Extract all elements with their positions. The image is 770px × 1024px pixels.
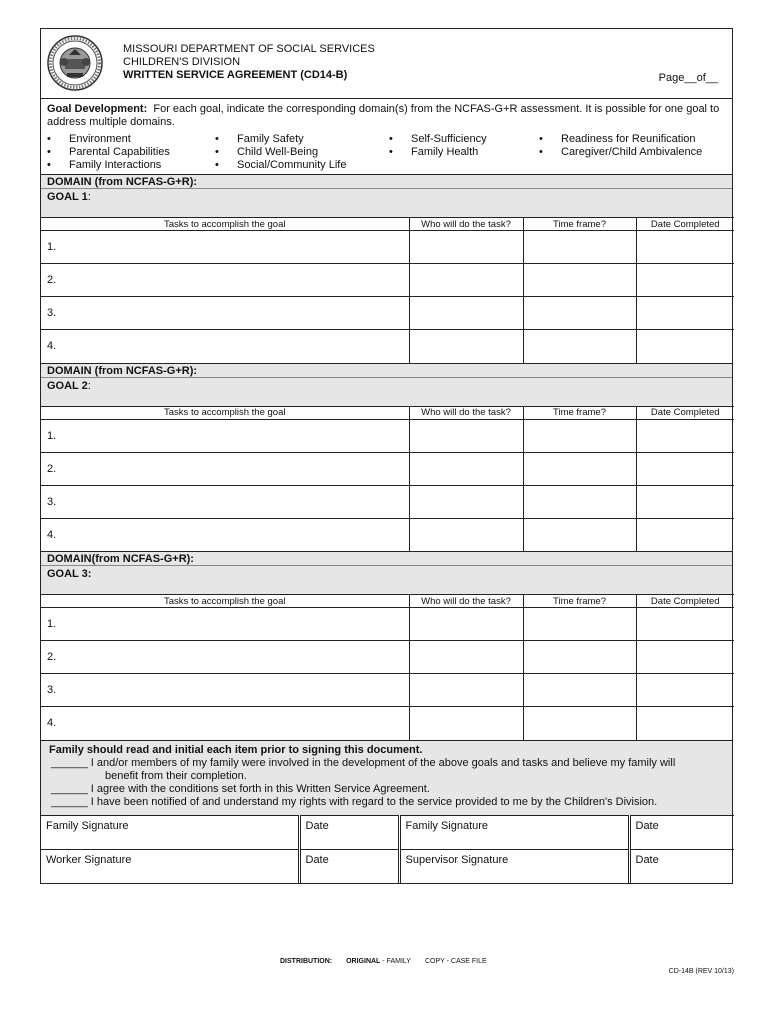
task-cell[interactable]: 3. [41,485,409,518]
time-frame-cell[interactable] [523,231,636,264]
date-completed-cell[interactable] [636,231,734,264]
table-row [41,264,734,297]
goal-3-field[interactable] [41,566,732,594]
domain-column-4 [539,133,702,172]
task-cell[interactable]: 1. [41,231,409,264]
date-completed-cell[interactable] [636,707,734,740]
date-completed-cell[interactable] [636,641,734,674]
time-frame-cell[interactable] [523,330,636,363]
date-completed-cell[interactable] [636,330,734,363]
goal-development-label: Goal Development: [47,103,148,115]
who-cell[interactable] [409,452,523,485]
column-header-who: Who will do the task? [409,218,523,231]
table-row [41,608,734,641]
time-frame-cell[interactable] [523,641,636,674]
goal-3-domain-field[interactable]: DOMAIN(from NCFAS-G+R): [41,552,732,566]
date-completed-cell[interactable] [636,608,734,641]
domain-column-1 [47,133,215,172]
goal-1-section [41,174,732,363]
goal-1-domain-field[interactable]: DOMAIN (from NCFAS-G+R): [41,175,732,189]
family-signature-field-1[interactable]: Family Signature [41,815,299,849]
missouri-state-seal-icon [47,35,103,91]
goal-2-field[interactable] [41,378,732,406]
task-cell[interactable]: 1. [41,608,409,641]
domain-option: • Environment [47,133,215,146]
who-cell[interactable] [409,485,523,518]
task-cell[interactable]: 3. [41,297,409,330]
table-row [41,674,734,707]
domain-option: • Social/Community Life [215,159,389,172]
column-header-who: Who will do the task? [409,406,523,419]
goal-3-task-table [41,594,734,740]
time-frame-cell[interactable] [523,674,636,707]
column-header-time-frame: Time frame? [523,218,636,231]
date-completed-cell[interactable] [636,485,734,518]
acknowledgement-initial-item-2[interactable]: ______ I agree with the conditions set forth in this Written Service Agreement. [51,782,430,795]
table-row [41,297,734,330]
column-header-date-completed: Date Completed [636,406,734,419]
time-frame-cell[interactable] [523,419,636,452]
form-header [41,29,732,99]
column-header-time-frame: Time frame? [523,595,636,608]
family-signature-field-2[interactable]: Family Signature [399,815,629,849]
task-cell[interactable]: 2. [41,452,409,485]
column-header-tasks: Tasks to accomplish the goal [41,406,409,419]
goal-1-field[interactable] [41,189,732,217]
division-name: CHILDREN'S DIVISION [123,56,241,68]
form-title: WRITTEN SERVICE AGREEMENT (CD14-B) [123,69,348,81]
goal-2-domain-field[interactable]: DOMAIN (from NCFAS-G+R): [41,364,732,378]
table-row [41,485,734,518]
distribution-label: DISTRIBUTION: [280,958,333,965]
task-cell[interactable]: 2. [41,264,409,297]
table-row [41,452,734,485]
task-cell[interactable]: 4. [47,528,57,541]
task-cell[interactable]: 2. [41,641,409,674]
time-frame-cell[interactable] [523,608,636,641]
department-name: MISSOURI DEPARTMENT OF SOCIAL SERVICES [123,43,375,55]
time-frame-cell[interactable] [523,485,636,518]
who-cell[interactable] [409,264,523,297]
goal-2-suffix: : [87,379,91,392]
table-row [41,707,734,740]
task-cell[interactable]: 4. [47,340,57,353]
domain-options-list [41,131,732,174]
who-cell[interactable] [409,330,523,363]
acknowledgement-item-1-continued: benefit from their completion. [105,769,247,782]
domain-column-3 [389,133,539,172]
goal-development-text: For each goal, indicate the corresponding domain(s) from the NCFAS-G+R assessment. It is possible for one goal to address multiple domains. [47,103,720,128]
distribution-copy-text: COPY - CASE FILE [424,958,487,965]
date-completed-cell[interactable] [636,452,734,485]
domain-option: • Family Safety [215,133,389,146]
date-completed-cell[interactable] [636,264,734,297]
time-frame-cell[interactable] [523,264,636,297]
column-header-date-completed: Date Completed [636,218,734,231]
domain-option: • Parental Capabilities [47,146,215,159]
table-row [41,641,734,674]
who-cell[interactable] [409,707,523,740]
date-completed-cell[interactable] [636,297,734,330]
goal-3-label: GOAL 3: [47,568,92,580]
time-frame-cell[interactable] [523,707,636,740]
date-completed-cell[interactable] [636,674,734,707]
time-frame-cell[interactable] [523,452,636,485]
acknowledgement-initial-item-3[interactable]: ______ I have been notified of and understand my rights with regard to the service provided to me by the Children's Division. [51,795,658,808]
domain-option: • Child Well-Being [215,146,389,159]
table-row [41,231,734,264]
goal-1-task-table [41,217,734,363]
worker-signature-date[interactable]: Date [299,849,399,883]
column-header-time-frame: Time frame? [523,406,636,419]
domain-option: • Family Interactions [47,159,215,172]
goal-development-instructions [41,99,732,131]
family-signature-date-1[interactable]: Date [299,815,399,849]
acknowledgement-title: Family should read and initial each item prior to signing this document. [49,743,423,756]
goal-2-section [41,363,732,552]
time-frame-cell[interactable] [523,518,636,551]
goal-2-label: GOAL 2 [47,379,88,392]
goal-2-task-table [41,406,734,552]
domain-column-2 [215,133,389,172]
domain-option: • Family Health [389,146,539,159]
signature-table [41,815,734,884]
header-text-block [123,43,375,82]
who-cell[interactable] [409,641,523,674]
distribution-original-text: - FAMILY [380,958,411,965]
goal-3-section [41,551,732,740]
page-number-field[interactable]: Page__of__ [658,72,718,84]
family-signature-date-2[interactable]: Date [629,815,734,849]
task-cell[interactable]: 3. [41,674,409,707]
who-cell[interactable] [409,297,523,330]
time-frame-cell[interactable] [523,297,636,330]
service-agreement-form [40,28,733,884]
who-cell[interactable] [409,419,523,452]
distribution-note [280,958,487,965]
worker-signature-field[interactable]: Worker Signature [46,853,132,866]
goal-1-suffix: : [87,191,91,203]
domain-option: • Readiness for Reunification [539,133,702,146]
domain-option: • Caregiver/Child Ambivalence [539,146,702,159]
supervisor-signature-date[interactable]: Date [629,849,734,883]
table-row [41,419,734,452]
column-header-tasks: Tasks to accomplish the goal [41,218,409,231]
date-completed-cell[interactable] [636,518,734,551]
column-header-who: Who will do the task? [409,595,523,608]
goal-1-label: GOAL 1 [47,191,88,203]
domain-option: • Self-Sufficiency [389,133,539,146]
distribution-original-label: ORIGINAL [346,958,381,965]
column-header-tasks: Tasks to accomplish the goal [41,595,409,608]
task-cell[interactable]: 4. [47,717,57,730]
form-number: CD-14B (REV 10/13) [668,968,734,975]
who-cell[interactable] [409,674,523,707]
who-cell[interactable] [409,608,523,641]
who-cell[interactable] [409,518,523,551]
table-row [41,330,734,363]
date-completed-cell[interactable] [636,419,734,452]
column-header-date-completed: Date Completed [636,595,734,608]
who-cell[interactable] [409,231,523,264]
task-cell[interactable]: 1. [41,419,409,452]
acknowledgement-initial-item-1[interactable]: ______ I and/or members of my family were involved in the development of the above goals and tasks and believe my family will [51,756,676,769]
table-row [41,518,734,551]
supervisor-signature-field[interactable]: Supervisor Signature [399,849,629,883]
family-acknowledgement [41,740,732,815]
